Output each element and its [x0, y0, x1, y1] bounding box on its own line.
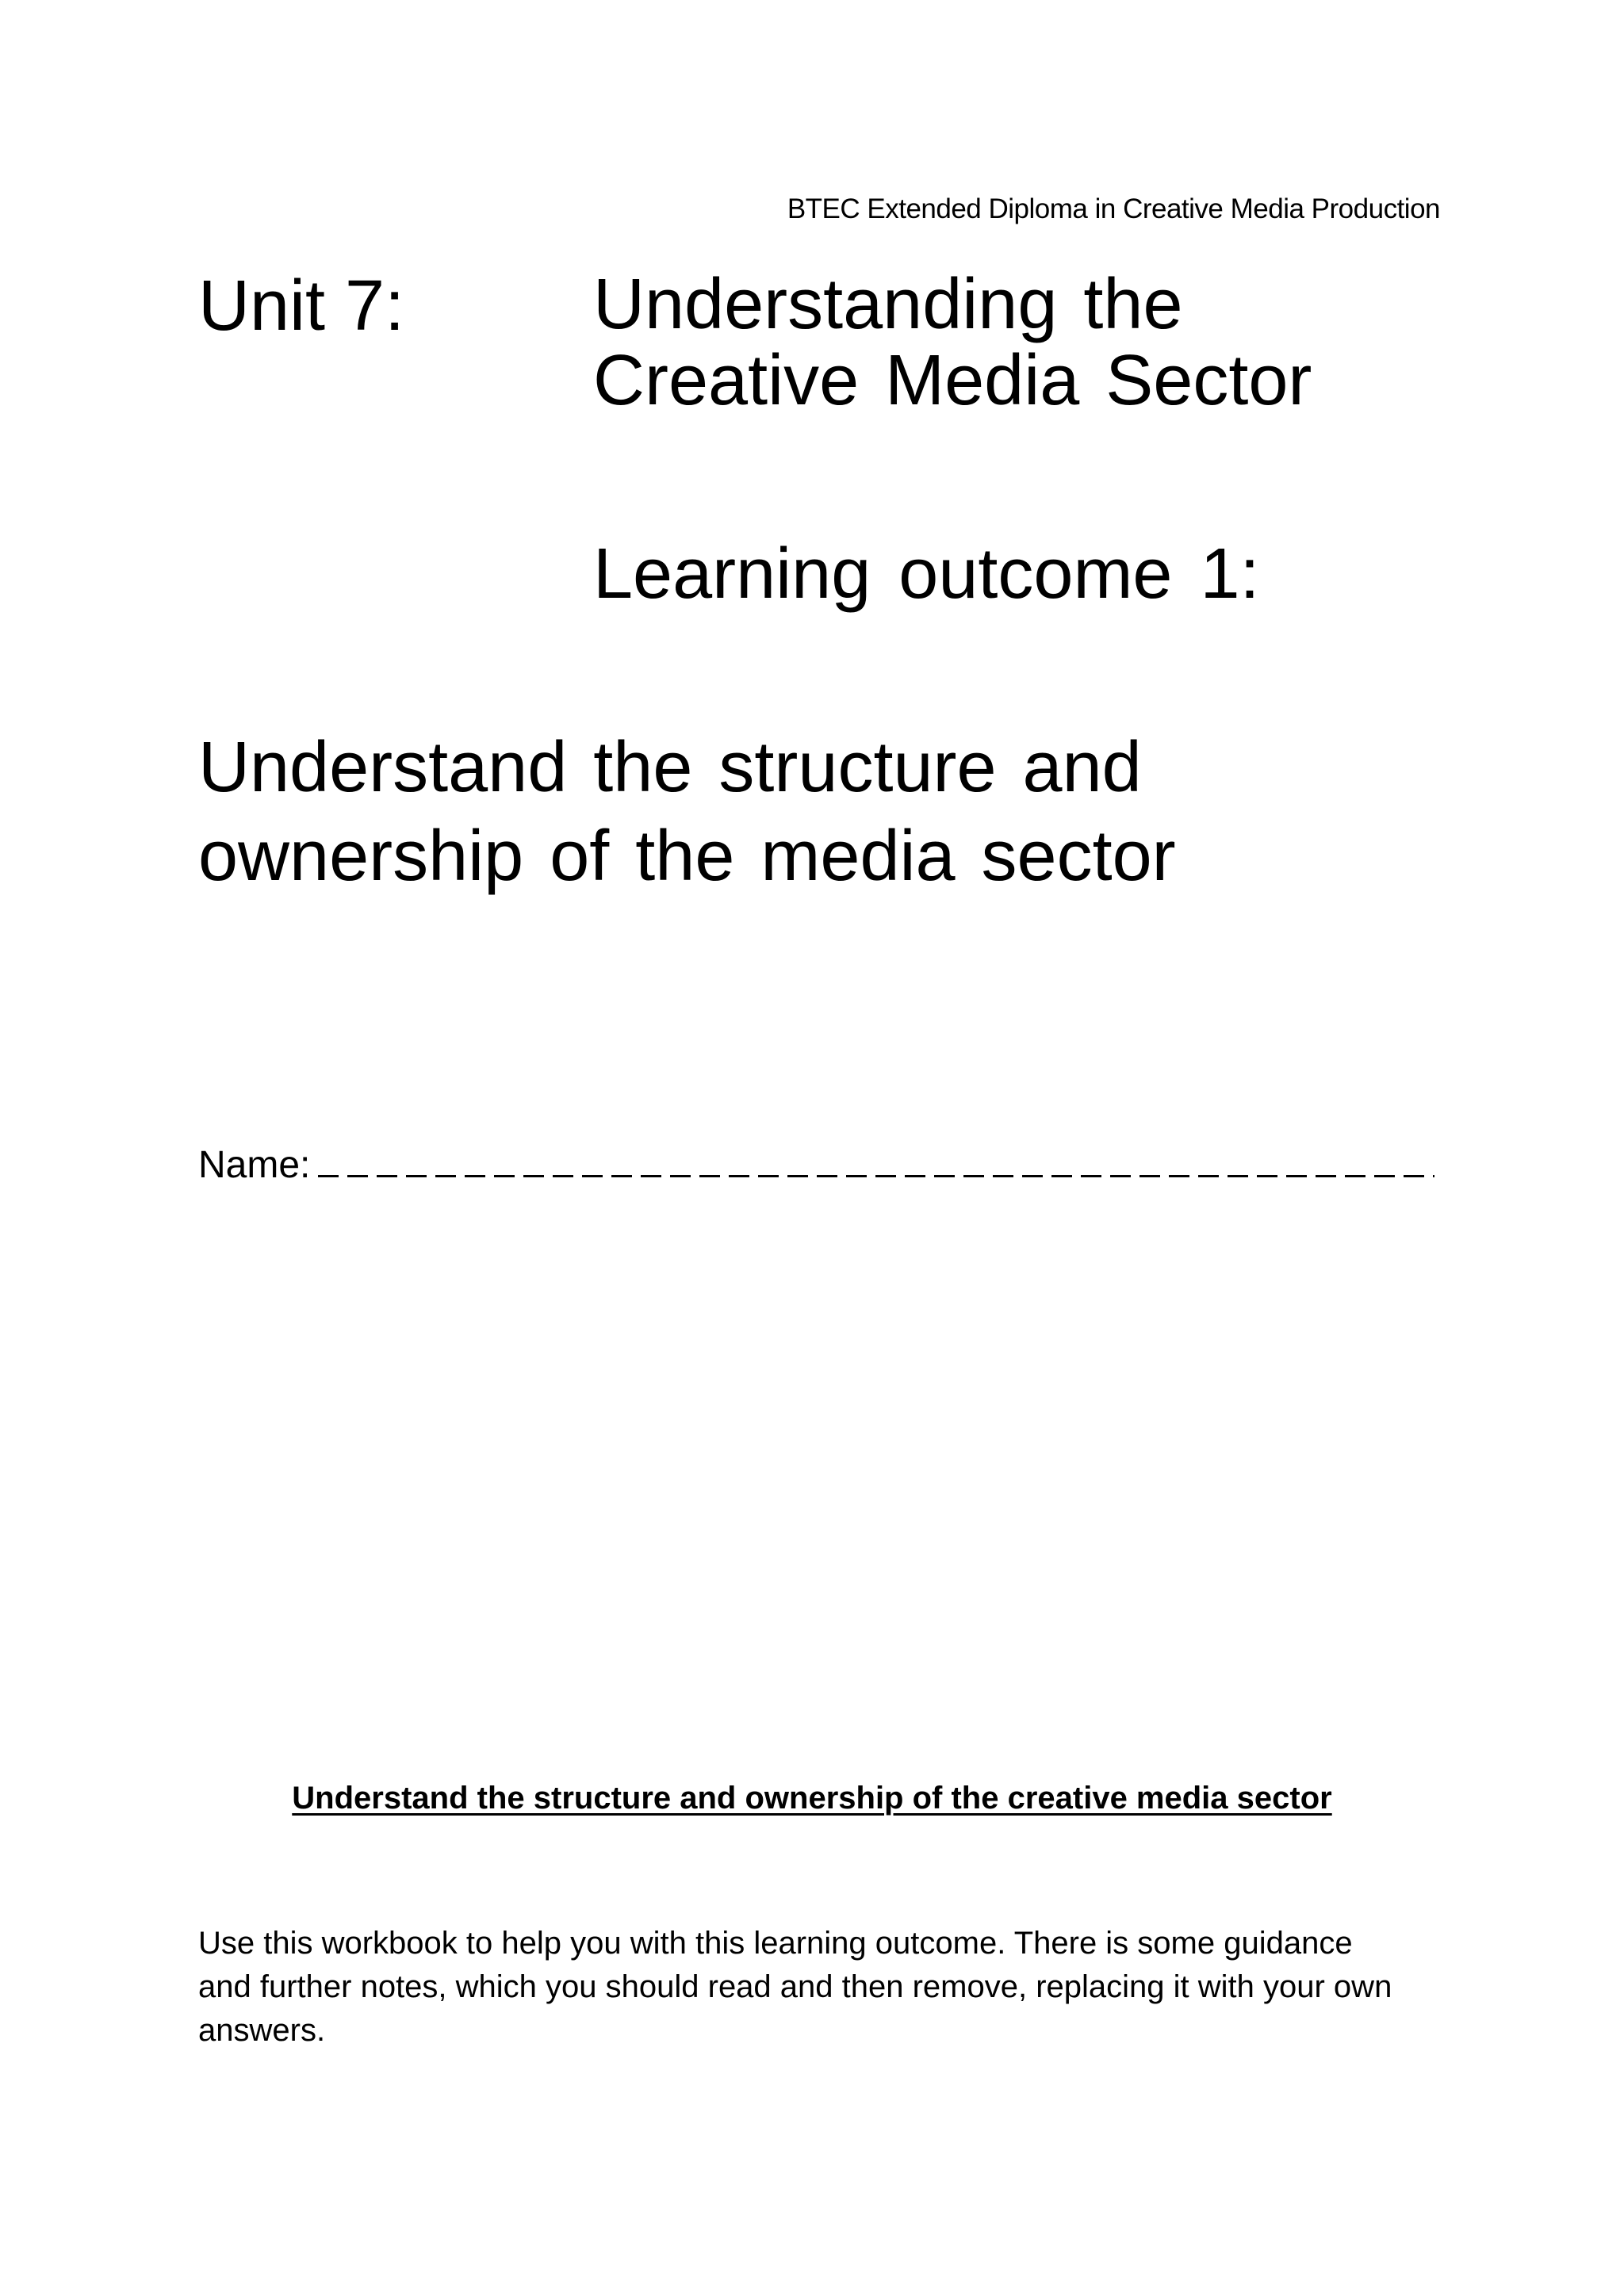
- unit-number: Unit 7:: [198, 266, 405, 346]
- learning-outcome-title: Understand the structure and ownership of the media sector: [198, 728, 1176, 896]
- course-header: BTEC Extended Diploma in Creative Media Production: [787, 193, 1440, 224]
- unit-title: Understanding the Creative Media Sector: [593, 265, 1312, 420]
- section-heading: Understand the structure and ownership of the creative media sector: [292, 1781, 1332, 1816]
- learning-outcome-label: Learning outcome 1:: [593, 534, 1260, 614]
- name-field-row: [198, 1142, 1434, 1189]
- name-label: Name:: [198, 1144, 311, 1186]
- name-entry-line[interactable]: [318, 1150, 1434, 1177]
- intro-paragraph: Use this workbook to help you with this learning outcome. There is some guidance and further notes, which you should read and then remove, replacing it with your own answers.: [198, 1926, 1392, 2048]
